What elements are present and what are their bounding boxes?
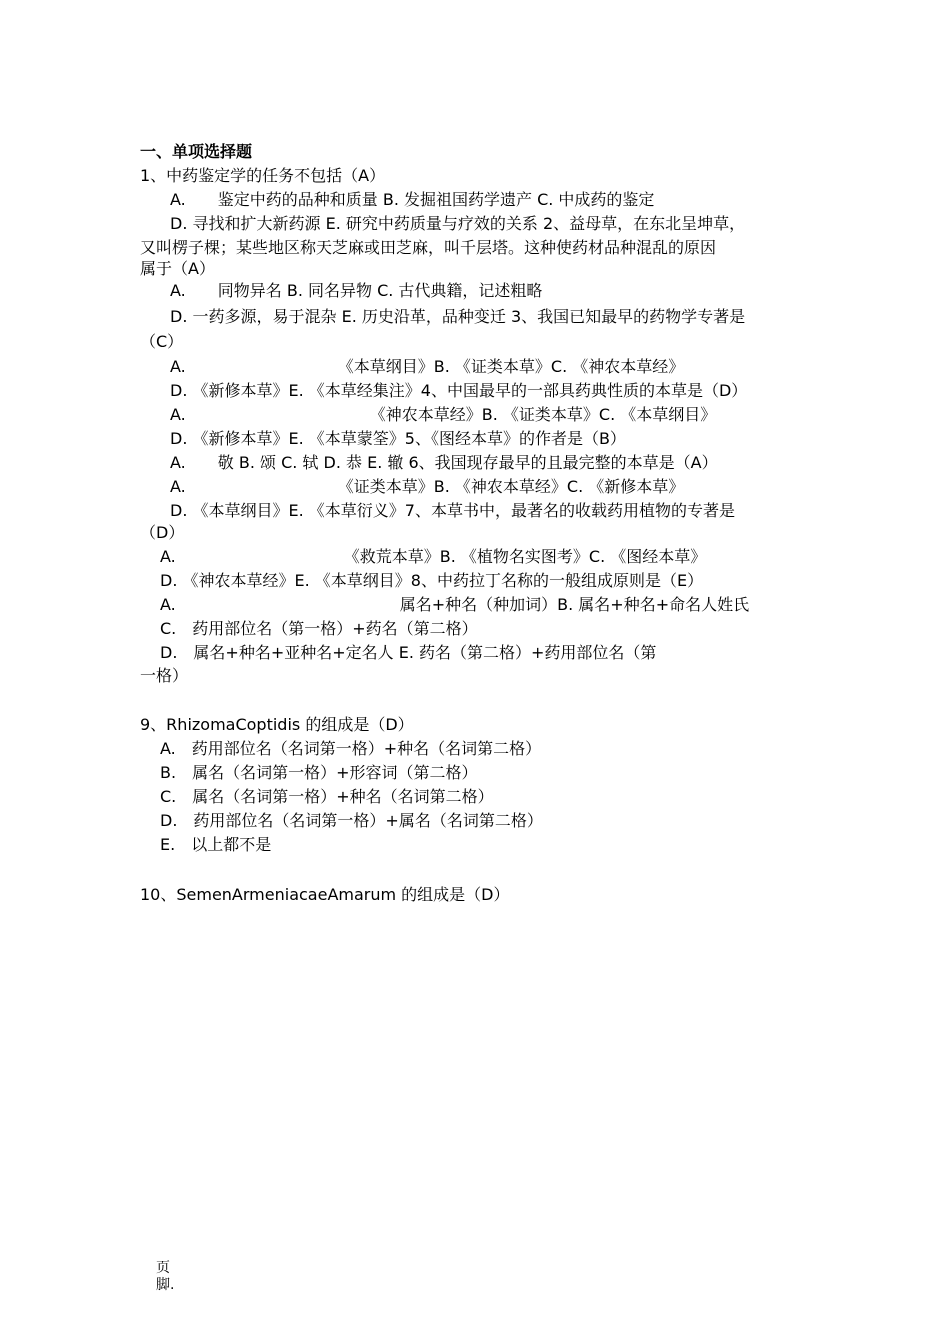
- q9-option-d: D. 药用部位名（名词第一格）+属名（名词第二格）: [160, 811, 543, 830]
- q2-options-a-c: A. 同物异名 B. 同名异物 C. 古代典籍，记述粗略: [170, 281, 543, 300]
- q7-options-d-e-question-8: D. 《神农本草经》E. 《本草纲目》8、中药拉丁名称的一般组成原则是（E）: [160, 571, 704, 590]
- question-2-answer: 属于（A）: [140, 259, 215, 278]
- q9-option-c: C. 属名（名词第一格）+种名（名词第二格）: [160, 787, 494, 806]
- footer-line-2: 脚.: [156, 1277, 175, 1293]
- q6-options-d-e-question-7: D. 《本草纲目》E. 《本草衍义》7、本草书中，最著名的收载药用植物的专著是: [170, 501, 735, 520]
- q1-options-a-c: A. 鉴定中药的品种和质量 B. 发掘祖国药学遗产 C. 中成药的鉴定: [170, 190, 655, 209]
- q3-options-a-c: A. 《本草纲目》B. 《证类本草》C. 《神农本草经》: [170, 357, 685, 376]
- q7-options-a-c: A. 《救荒本草》B. 《植物名实图考》C. 《图经本草》: [160, 547, 707, 566]
- q6-options-a-c: A. 《证类本草》B. 《神农本草经》C. 《新修本草》: [170, 477, 685, 496]
- q2-options-d-e-question-3: D. 一药多源，易于混杂 E. 历史沿革，品种变迁 3、我国已知最早的药物学专著是: [170, 307, 746, 326]
- q9-option-b: B. 属名（名词第一格）+形容词（第二格）: [160, 763, 478, 782]
- question-7-answer: （D）: [140, 523, 185, 542]
- q8-options-a-b: A. 属名+种名（种加词）B. 属名+种名+命名人姓氏: [160, 595, 750, 614]
- q3-options-d-e-question-4: D. 《新修本草》E. 《本草经集注》4、中国最早的一部具药典性质的本草是（D）: [170, 381, 748, 400]
- question-9: 9、RhizomaCoptidis 的组成是（D）: [140, 715, 414, 734]
- q1-options-d-e-question-2: D. 寻找和扩大新药源 E. 研究中药质量与疗效的关系 2、益母草，在东北呈坤草，: [170, 214, 746, 233]
- question-10: 10、SemenArmeniacaeAmarum 的组成是（D）: [140, 885, 510, 904]
- q8-option-c: C. 药用部位名（第一格）+药名（第二格）: [160, 619, 478, 638]
- section-title: 一、单项选择题: [140, 142, 253, 161]
- q4-options-d-e-question-5: D. 《新修本草》E. 《本草蒙筌》5、《图经本草》的作者是（B）: [170, 429, 626, 448]
- footer-line-1: 页: [156, 1260, 170, 1276]
- question-3-answer: （C）: [140, 332, 184, 351]
- question-1: 1、中药鉴定学的任务不包括（A）: [140, 166, 386, 185]
- question-2-cont: 又叫楞子棵；某些地区称天芝麻或田芝麻，叫千层塔。这种使药材品种混乱的原因: [140, 238, 717, 257]
- q9-option-e: E. 以上都不是: [160, 835, 272, 854]
- q4-options-a-c: A. 《神农本草经》B. 《证类本草》C. 《本草纲目》: [170, 405, 717, 424]
- q8-option-e-cont: 一格）: [140, 666, 189, 685]
- q8-options-d-e: D. 属名+种名+亚种名+定名人 E. 药名（第二格）+药用部位名（第: [160, 643, 657, 662]
- q9-option-a: A. 药用部位名（名词第一格）+种名（名词第二格）: [160, 739, 542, 758]
- q5-options-question-6: A. 敬 B. 颂 C. 轼 D. 恭 E. 辙 6、我国现存最早的且最完整的本草是（A）: [170, 453, 718, 472]
